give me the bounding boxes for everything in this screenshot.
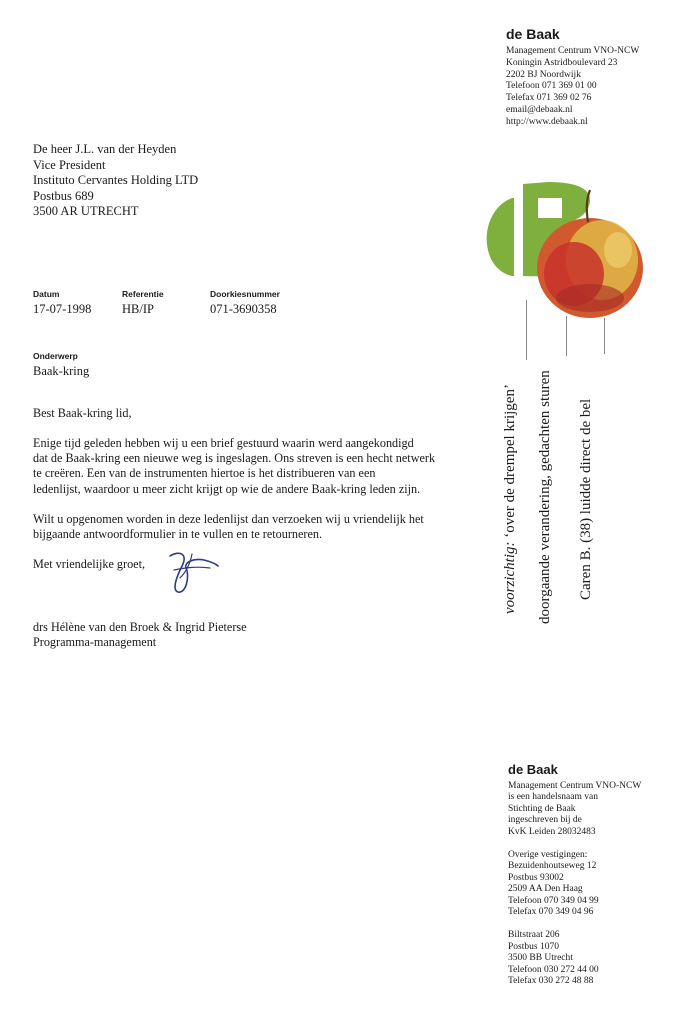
doorkies-value: 071-3690358	[210, 302, 277, 316]
slogan-2: doorgaande verandering, gedachten sturen	[537, 370, 553, 624]
footer-block-3	[508, 930, 668, 987]
meta-datum	[33, 289, 91, 317]
slogan-3: Caren B. (38) luidde direct de bel	[578, 398, 594, 600]
subject-value: Baak-kring	[33, 364, 90, 378]
footer-line: Biltstraat 206	[508, 930, 560, 941]
paragraph-line: bijgaande antwoordformulier in te vullen en te retourneren.	[33, 527, 323, 542]
paragraph-line: ledenlijst, waardoor u meer zicht krijgt op wie de andere Baak-kring leden zijn.	[33, 481, 421, 496]
footer-line: is een handelsnaam van	[508, 792, 598, 803]
letterhead-line: Telefax 071 369 02 76	[506, 93, 592, 104]
footer-line: 3500 BB Utrecht	[508, 953, 573, 964]
footer-line: Postbus 1070	[508, 941, 559, 952]
footer-line: Stichting de Baak	[508, 803, 576, 814]
letterhead	[506, 26, 666, 129]
footer-line: Management Centrum VNO-NCW	[508, 781, 642, 791]
letterhead-brand: de Baak	[506, 26, 560, 42]
salutation: Best Baak-kring lid,	[33, 406, 132, 420]
footer-line: Bezuidenhoutseweg 12	[508, 861, 597, 872]
footer-brand: de Baak	[508, 762, 558, 777]
debaak-logo	[478, 180, 648, 350]
footer-line: KvK Leiden 28032483	[508, 826, 596, 837]
signature-image	[160, 546, 220, 598]
subject	[33, 351, 89, 379]
divider-line	[526, 300, 527, 360]
paragraph-line: Wilt u opgenomen worden in deze ledenlijst dan verzoeken wij u vriendelijk het	[33, 512, 424, 526]
footer-line: 2509 AA Den Haag	[508, 884, 583, 895]
recipient-address	[33, 142, 198, 220]
footer-line: Postbus 93002	[508, 872, 564, 883]
paragraph-line: Enige tijd geleden hebben wij u een brief gestuurd waarin werd aangekondigd	[33, 436, 414, 450]
slogan-1	[502, 384, 519, 614]
recipient-line: Postbus 689	[33, 188, 94, 203]
recipient-line: 3500 AR UTRECHT	[33, 204, 139, 219]
footer-line: Telefoon 070 349 04 99	[508, 895, 599, 906]
paragraph-1	[33, 436, 435, 497]
letterhead-website: http://www.debaak.nl	[506, 116, 588, 127]
letterhead-line: Koningin Astridboulevard 23	[506, 57, 618, 68]
footer-line: ingeschreven bij de	[508, 815, 582, 826]
meta-doorkiesnummer	[210, 289, 280, 317]
divider-line	[604, 318, 605, 354]
letterhead-email: email@debaak.nl	[506, 104, 573, 115]
footer-line: Telefoon 030 272 44 00	[508, 964, 599, 975]
datum-label: Datum	[33, 289, 60, 299]
recipient-line: De heer J.L. van der Heyden	[33, 142, 177, 156]
letterhead-line: 2202 BJ Noordwijk	[506, 69, 581, 80]
footer-line: Telefax 030 272 48 88	[508, 976, 594, 987]
subject-label: Onderwerp	[33, 351, 78, 361]
paragraph-line: te creëren. Een van de instrumenten hiertoe is het distribueren van een	[33, 466, 376, 481]
divider-line	[566, 316, 567, 356]
paragraph-2	[33, 512, 424, 542]
letterhead-line: Management Centrum VNO-NCW	[506, 46, 640, 56]
meta-referentie	[122, 289, 164, 317]
letterhead-line: Telefoon 071 369 01 00	[506, 81, 597, 92]
slogan-1-rest: ‘over de drempel krijgen’	[502, 384, 518, 542]
paragraph-line: dat de Baak-kring een nieuwe weg is ingeslagen. Ons streven is een hecht netwerk	[33, 451, 436, 466]
footer-info	[508, 762, 668, 988]
slogan-1-italic: voorzichtig:	[502, 541, 518, 614]
footer-line: Telefax 070 349 04 96	[508, 907, 594, 918]
recipient-line: Instituto Cervantes Holding LTD	[33, 173, 199, 188]
doorkies-label: Doorkiesnummer	[210, 289, 280, 299]
signatories: drs Hélène van den Broek & Ingrid Pieterse	[33, 620, 247, 634]
recipient-line: Vice President	[33, 157, 106, 172]
footer-block-2	[508, 850, 668, 918]
closing: Met vriendelijke groet,	[33, 557, 146, 571]
referentie-value: HB/IP	[122, 302, 154, 316]
referentie-label: Referentie	[122, 289, 164, 299]
footer-block-1	[508, 781, 668, 838]
datum-value: 17-07-1998	[33, 302, 92, 316]
department: Programma-management	[33, 635, 157, 649]
footer-line: Overige vestigingen:	[508, 850, 588, 861]
